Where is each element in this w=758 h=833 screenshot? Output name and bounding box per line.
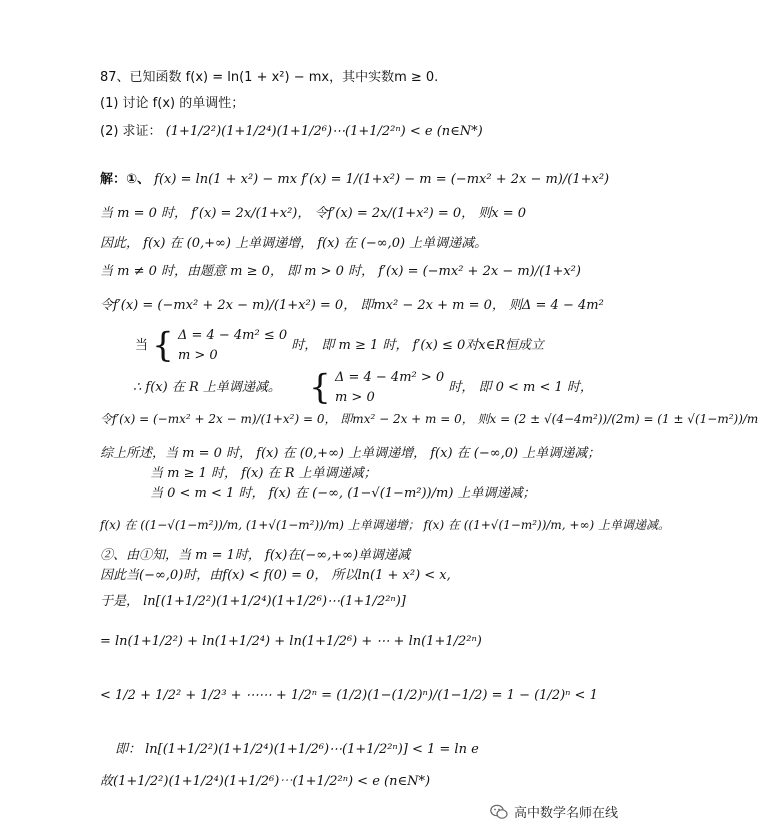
case-label: 当: [135, 338, 149, 353]
solution-line-1: [100, 172, 609, 188]
part-2-start: ②、由①知，当 m = 1时， f(x)在(−∞,+∞)单调递减: [100, 548, 411, 563]
problem-part-1: [100, 96, 244, 112]
solution-line-3: [100, 236, 487, 252]
summary-line-1: 综上所述，当 m = 0 时， f(x) 在 (0,+∞) 上单调递增， f(x) 在 (−∞,0) 上单调递减；: [100, 446, 601, 461]
solution-label: 解：①、: [100, 172, 151, 187]
wechat-icon: [490, 804, 508, 820]
problem-part-2: [100, 124, 483, 140]
final-conclusion: 故(1+1/2²)(1+1/2⁴)(1+1/2⁶)⋯(1+1/2²ⁿ) < e (n∈N*): [100, 774, 431, 789]
solution-line-6: [135, 326, 544, 365]
monotonic-conclusion-1: 因此， f(x) 在 (0,+∞) 上单调递增， f(x) 在 (−∞,0) 上单调递减。: [100, 236, 488, 251]
log-product: 于是， ln[(1+1/2²)(1+1/2⁴)(1+1/2⁶)⋯(1+1/2²ⁿ)]: [100, 594, 406, 609]
condition-2a: Δ = 4 − 4m² > 0: [334, 370, 445, 385]
summary-line-3: 当 0 < m < 1 时， f(x) 在 (−∞, (1−√(1−m²))/m) 上单调递减；: [150, 486, 536, 501]
inequality-basis: 因此当(−∞,0)时，由f(x) < f(0) = 0， 所以ln(1 + x²) < x,: [100, 568, 451, 583]
solution-line-17: [100, 688, 598, 704]
solution-line-16: [100, 634, 482, 650]
solution-line-7: [133, 368, 593, 407]
problem-title: 87、已知函数 f(x) = ln(1 + x²) − mx，其中实数m ≥ 0.: [100, 70, 439, 85]
solution-line-2: [100, 206, 526, 222]
case-m-between: 时， 即 0 < m < 1 时，: [448, 380, 593, 395]
solution-line-12: [100, 518, 670, 532]
case-m-ge-1: 时， 即 m ≥ 1 时， f′(x) ≤ 0对x∈R恒成立: [291, 338, 544, 353]
summary-line-2: 当 m ≥ 1 时， f(x) 在 R 上单调递减；: [150, 466, 377, 481]
solution-line-14: [100, 568, 451, 584]
solution-line-19: [100, 774, 430, 790]
summary-line-4: f(x) 在 ((1−√(1−m²))/m, (1+√(1−m²))/m) 上单调递增； f(x) 在 ((1+√(1−m²))/m, +∞) 上单调递减。: [100, 518, 670, 532]
problem-line-1: [100, 70, 438, 86]
log-sum: = ln(1+1/2²) + ln(1+1/2⁴) + ln(1+1/2⁶) + ⋯ + ln(1+1/2²ⁿ): [100, 634, 482, 649]
solution-line-8: [100, 412, 758, 426]
solution-line-4: [100, 264, 581, 280]
solution-line-13: [100, 548, 410, 564]
left-brace: {: [309, 367, 331, 408]
watermark-text: 高中数学名师在线: [513, 806, 618, 821]
part-2-prefix: (2) 求证：: [100, 124, 162, 139]
condition-system-1: [178, 326, 287, 365]
roots-line: 令f′(x) = (−mx² + 2x − m)/(1+x²) = 0， 即mx² − 2x + m = 0， 则x = (2 ± √(4−4m²))/(2m) = (1 ± √(1−m²))/m: [100, 412, 758, 426]
log-bound: 即： ln[(1+1/2²)(1+1/2⁴)(1+1/2⁶)⋯(1+1/2²ⁿ)] < 1 = ln e: [115, 742, 479, 757]
watermark: [490, 802, 618, 821]
condition-1b: m > 0: [177, 347, 218, 363]
case-m-zero: 当 m = 0 时， f′(x) = 2x/(1+x²)， 令f′(x) = 2x/(1+x²) = 0， 则x = 0: [100, 206, 527, 221]
solution-line-10: [150, 466, 377, 482]
left-brace: {: [152, 325, 174, 366]
discriminant-line: 令f′(x) = (−mx² + 2x − m)/(1+x²) = 0， 即mx² − 2x + m = 0， 则Δ = 4 − 4m²: [100, 298, 604, 313]
solution-line-9: [100, 446, 600, 462]
decreasing-on-R: ∴ f(x) 在 R 上单调递减。: [133, 380, 281, 395]
derivative-expression: f(x) = ln(1 + x²) − mx f′(x) = 1/(1+x²) − m = (−mx² + 2x − m)/(1+x²): [154, 172, 610, 187]
solution-line-11: [150, 486, 536, 502]
case-m-nonzero: 当 m ≠ 0 时，由题意 m ≥ 0， 即 m > 0 时， f′(x) = (−mx² + 2x − m)/(1+x²): [100, 264, 581, 279]
part-1-text: (1) 讨论 f(x) 的单调性；: [100, 96, 245, 111]
condition-2b: m > 0: [334, 389, 375, 405]
solution-line-18: [115, 742, 479, 758]
part-2-expression: (1+1/2²)(1+1/2⁴)(1+1/2⁶)⋯(1+1/2²ⁿ) < e (n∈N*): [165, 124, 483, 139]
solution-line-15: [100, 594, 406, 610]
condition-1a: Δ = 4 − 4m² ≤ 0: [177, 328, 288, 343]
solution-line-5: [100, 298, 604, 314]
geometric-bound: < 1/2 + 1/2² + 1/2³ + ⋯⋯ + 1/2ⁿ = (1/2)(1−(1/2)ⁿ)/(1−1/2) = 1 − (1/2)ⁿ < 1: [100, 688, 598, 703]
condition-system-2: [335, 368, 444, 407]
